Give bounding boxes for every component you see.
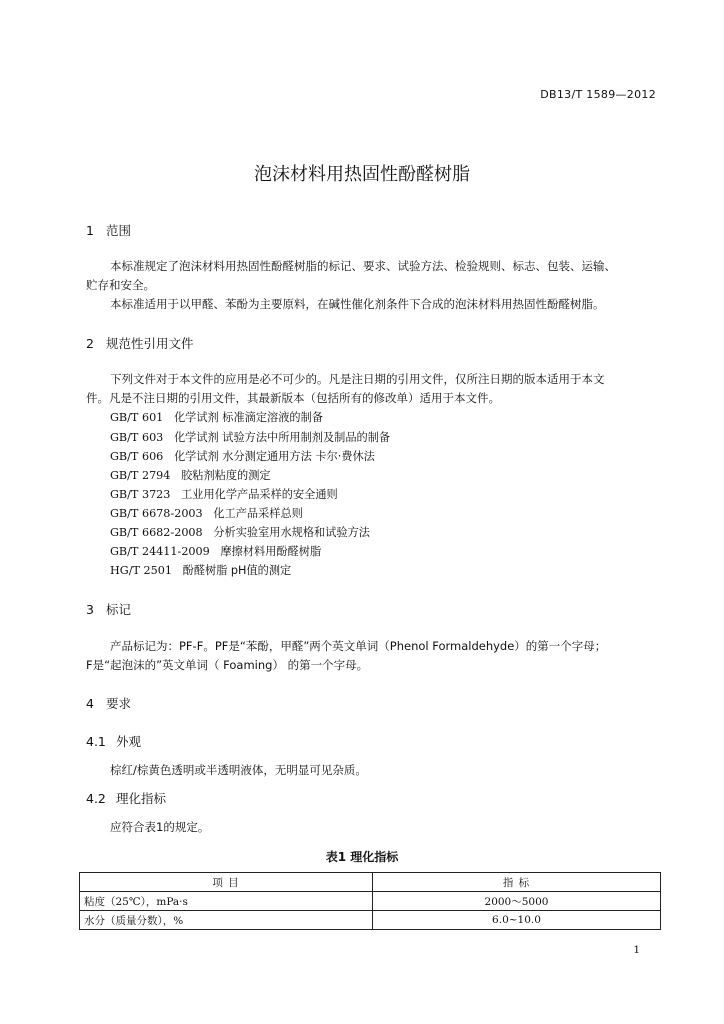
reference-item: GB/T 6678-2003 化工产品采样总则: [110, 507, 303, 520]
standard-number: DB13/T 1589—2012: [540, 88, 656, 101]
section-4-heading: [86, 694, 131, 712]
section-number: 4: [86, 696, 94, 711]
section-title: 范围: [106, 223, 132, 238]
page-number: 1: [633, 944, 640, 956]
table-cell-item: 水分（质量分数），%: [80, 911, 373, 930]
reference-item: GB/T 6682-2008 分析实验室用水规格和试验方法: [110, 526, 370, 539]
table-row: [80, 911, 661, 930]
section-number: 1: [86, 223, 94, 238]
reference-item: HG/T 2501 酚醛树脂 pH值的测定: [110, 564, 292, 577]
paragraph-scope-1-line-2: 贮存和安全。: [86, 278, 155, 292]
paragraph-scope-1-line-1: 本标准规定了泡沫材料用热固性酚醛树脂的标记、要求、试验方法、检验规则、标志、包装、运输、: [110, 259, 616, 273]
paragraph-scope-2: 本标准适用于以甲醛、苯酚为主要原料，在碱性催化剂条件下合成的泡沫材料用热固性酚醛树脂。: [110, 297, 605, 311]
reference-item: GB/T 3723 工业用化学产品采样的安全通则: [110, 488, 338, 501]
table-cell-item: 粘度（25℃），mPa·s: [80, 892, 373, 911]
marking-line-2: F是“起泡沫的”英文单词（ Foaming） 的第一个字母。: [86, 658, 369, 672]
subsection-4-2-heading: [86, 789, 166, 807]
section-title: 要求: [106, 696, 132, 711]
subsection-number: 4.1: [86, 734, 106, 749]
section-number: 3: [86, 602, 94, 617]
table-header-item: 项 目: [80, 873, 373, 892]
appearance-text: 棕红/棕黄色透明或半透明液体，无明显可见杂质。: [110, 763, 367, 777]
section-number: 2: [86, 336, 94, 351]
table-row: [80, 892, 661, 911]
reference-item: GB/T 2794 胶粘剂粘度的测定: [110, 469, 271, 482]
table-header-row: [80, 873, 661, 892]
section-2-heading: [86, 334, 194, 352]
subsection-title: 外观: [116, 734, 142, 749]
table-cell-value: 6.0~10.0: [373, 911, 661, 930]
reference-item: GB/T 606 化学试剂 水分测定通用方法 卡尔·费休法: [110, 450, 375, 463]
section-3-heading: [86, 600, 131, 618]
references-intro-line-2: 件。凡是不注日期的引用文件，其最新版本（包括所有的修改单）适用于本文件。: [86, 391, 500, 405]
indicators-text: 应符合表1的规定。: [110, 820, 210, 834]
reference-item: GB/T 601 化学试剂 标准滴定溶液的制备: [110, 411, 323, 424]
subsection-number: 4.2: [86, 791, 106, 806]
table-caption: 表1 理化指标: [325, 850, 399, 864]
indicators-table: [79, 872, 661, 930]
reference-item: GB/T 24411-2009 摩擦材料用酚醛树脂: [110, 545, 322, 558]
table-cell-value: 2000～5000: [373, 892, 661, 911]
section-title: 标记: [106, 602, 132, 617]
section-1-heading: [86, 221, 131, 239]
reference-item: GB/T 603 化学试剂 试验方法中所用制剂及制品的制备: [110, 431, 391, 444]
references-intro-line-1: 下列文件对于本文件的应用是必不可少的。凡是注日期的引用文件，仅所注日期的版本适用于本文: [110, 372, 605, 386]
document-title: 泡沫材料用热固性酚醛树脂: [254, 164, 470, 185]
subsection-4-1-heading: [86, 732, 141, 750]
subsection-title: 理化指标: [116, 791, 167, 806]
table-header-value: 指 标: [373, 873, 661, 892]
marking-line-1: 产品标记为：PF-F。PF是“苯酚，甲醛”两个英文单词（Phenol Formaldehyde）的第一个字母；: [110, 639, 607, 653]
section-title: 规范性引用文件: [106, 336, 194, 351]
